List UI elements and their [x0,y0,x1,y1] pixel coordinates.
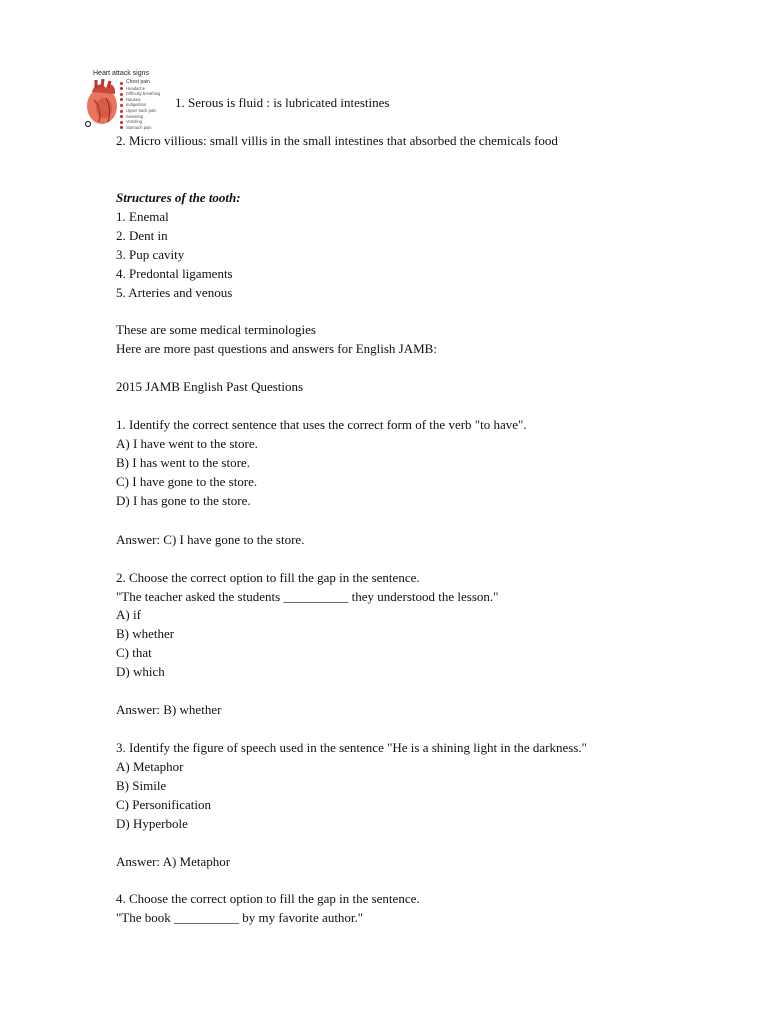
question-option: A) Metaphor [116,759,184,774]
question-option: A) if [116,607,141,622]
heart-attack-signs-figure [82,68,168,128]
question-option: B) whether [116,626,175,641]
tooth-heading: Structures of the tooth: [116,190,241,205]
figure-symptom-list [120,80,160,130]
question-answer: Answer: A) Metaphor [116,854,231,869]
section-title: 2015 JAMB English Past Questions [116,379,304,394]
figure-item: Nausea [120,97,160,103]
tooth-item: 3. Pup cavity [116,247,185,262]
tooth-item: 4. Predontal ligaments [116,266,233,281]
question-prompt: 3. Identify the figure of speech used in the sentence "He is a shining light in the darkness." [116,740,587,755]
tooth-item: 1. Enemal [116,209,169,224]
figure-item: Chest pain [120,80,160,86]
question-prompt: 4. Choose the correct option to fill the gap in the sentence. [116,891,420,906]
question-option: C) that [116,645,152,660]
figure-item: Difficulty breathing [120,91,160,97]
tooth-item: 2. Dent in [116,228,168,243]
heart-icon [82,78,122,130]
question-answer: Answer: B) whether [116,702,222,717]
question-option: D) which [116,664,165,679]
question-option: B) I has went to the store. [116,455,250,470]
intro-item-1: 1. Serous is fluid : is lubricated intestines [175,95,390,110]
note-line: Here are more past questions and answers for English JAMB: [116,341,437,356]
figure-item: Sweating [120,114,160,120]
question-sentence: "The book __________ by my favorite author." [116,910,364,925]
figure-title: Heart attack signs [93,70,150,77]
question-option: B) Simile [116,778,167,793]
figure-item: Vomiting [120,119,160,125]
intro-item-2: 2. Micro villious: small villis in the small intestines that absorbed the chemicals food [116,133,558,148]
question-prompt: 2. Choose the correct option to fill the gap in the sentence. [116,570,420,585]
question-option: A) I have went to the store. [116,436,258,451]
figure-item: Headache [120,86,160,92]
question-sentence: "The teacher asked the students __________ they understood the lesson." [116,589,499,604]
question-prompt: 1. Identify the correct sentence that uses the correct form of the verb "to have". [116,417,527,432]
figure-item: Upper back pain [120,108,160,114]
tooth-item: 5. Arteries and venous [116,285,233,300]
figure-item: Stomach pain [120,125,160,131]
question-answer: Answer: C) I have gone to the store. [116,532,305,547]
note-line: These are some medical terminologies [116,322,316,337]
question-option: C) I have gone to the store. [116,474,258,489]
question-option: C) Personification [116,797,211,812]
question-option: D) Hyperbole [116,816,188,831]
figure-item: Indigestion [120,102,160,108]
question-option: D) I has gone to the store. [116,493,251,508]
